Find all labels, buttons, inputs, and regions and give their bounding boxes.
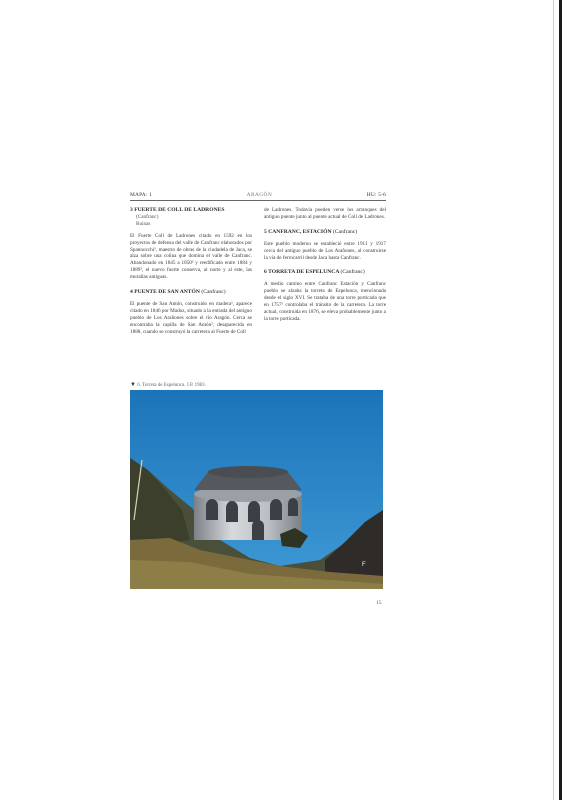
section-5-title: 5 CANFRANC, ESTACIÓN (Canfranc)	[264, 228, 358, 235]
column-right	[264, 207, 386, 336]
text-columns	[130, 207, 386, 336]
tower-photograph	[130, 390, 383, 589]
scan-edge-shadow	[553, 0, 554, 800]
section-5-text: Este pueblo moderno se estableció entre 1911 y 1917 cerca del antiguo pueblo de Los Arañones, al construirse la vía de ferrocarril desde Jaca hasta Canfranc.	[264, 240, 386, 261]
column-left	[130, 207, 252, 336]
document-page	[130, 192, 386, 336]
section-6-title: 6 TORRETA DE ESPELUNCA (Canfranc)	[264, 269, 365, 276]
section-3-title: 3 FUERTE DE COLL DE LADRONES	[130, 207, 225, 213]
section-6-text: A medio camino entre Canfranc Estación y Canfranc pueblo se alzaba la torreta de Espelunca, mencionada desde el siglo XVI. Se trataba de una torre porticada que en 1757¹ controlaba el tránsito de la carretera. La torre actual, construida en 1876, se eleva probablemente junto a la torre porticada.	[264, 281, 386, 322]
page-number: 15	[376, 600, 382, 606]
section-3-state: Ruinas	[136, 220, 151, 227]
photo-caption	[130, 382, 206, 388]
header-sheet: HU: 5-6	[366, 192, 386, 198]
scan-edge-line	[559, 0, 562, 800]
section-4-continuation: de Ladrones. Todavía pueden verse los arranques del antiguo puente junto al puente actual de Coll de Ladrones.	[264, 207, 386, 220]
page-header	[130, 192, 386, 201]
section-4-title: 4 PUENTE DE SAN ANTÓN (Canfranc)	[130, 289, 226, 296]
photo-caption-text: 6. Torreta de Espelunca. J.P. 1983.	[137, 383, 206, 388]
triangle-icon: ▼	[130, 382, 136, 388]
photo-watermark: F	[362, 562, 366, 568]
section-3-text: El Fuerte Coll de Ladrones citado en 1592 en los proyectos de defensa del valle de Canfranc elaborados por Spannocchi¹, maestro de obras de la ciudadela de Jaca, se alza sobre una colina que domina el valle de Canfranc. Abandonado en 1845 a 1850² y reedificado entre 1884 y 1889³, el nuevo fuerte conserva, al norte y al este, las murallas antiguas.	[130, 232, 252, 281]
header-region: ARAGÓN	[246, 192, 273, 198]
section-3-place: (Canfranc)	[136, 213, 159, 220]
section-4-text: El puente de San Antón, construido en madera¹, aparece citado en 1846 por Madoz, situado a la entrada del antiguo pueblo de Los Arañones sobre el río Aragón. Cerca se encontraba la capilla de San Antón², desaparecida en 1888, cuando se construyó la carretera al Fuerte de Coll	[130, 300, 252, 335]
header-map: MAPA: 1	[130, 192, 153, 198]
